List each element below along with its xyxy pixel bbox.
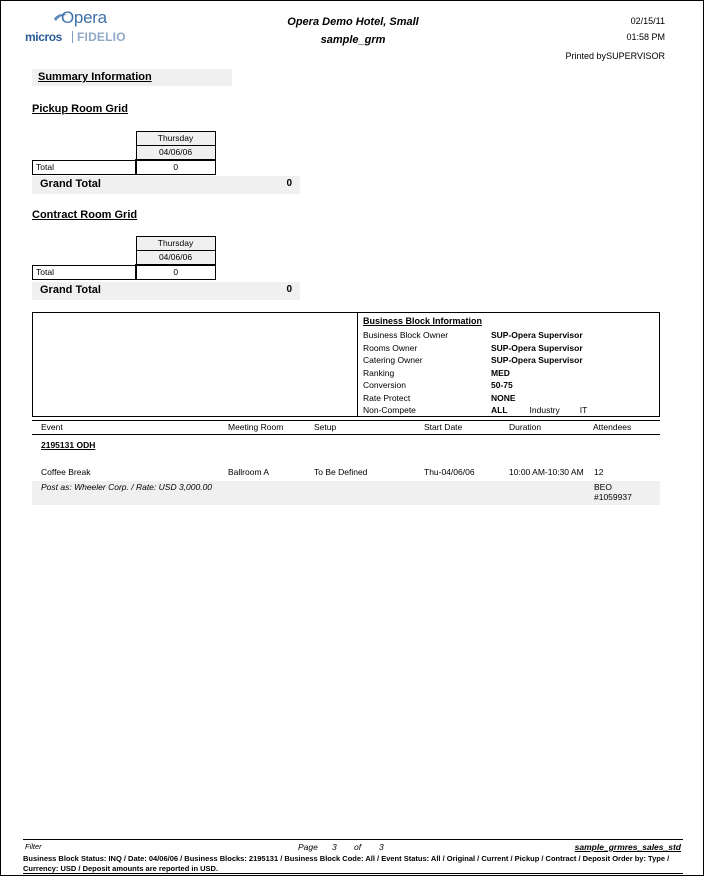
pickup-grand-total-band (32, 176, 300, 194)
event-start-date: Thu-04/06/06 (424, 467, 475, 477)
column-date-header: 04/06/06 (136, 251, 215, 266)
event-sub-row (32, 481, 660, 505)
business-block-value: SUP-Opera Supervisor (491, 342, 583, 353)
event-table-header-row (32, 420, 660, 435)
footer-filter-label: Filter (25, 842, 42, 851)
business-block-value: MED (491, 367, 510, 378)
summary-information-band (32, 69, 232, 86)
table-row (33, 237, 216, 251)
row-label-total: Total (33, 265, 137, 280)
footer-bottom-rule (23, 873, 683, 874)
table-row (33, 251, 216, 266)
grid-corner-blank (33, 251, 137, 266)
business-block-key: Rate Protect (363, 392, 411, 403)
business-block-value-extra-1: Industry (529, 405, 560, 415)
event-setup: To Be Defined (314, 467, 368, 477)
row-value-total: 0 (136, 265, 215, 280)
printed-by-user: SUPERVISOR (606, 51, 665, 61)
business-block-box (32, 312, 660, 417)
footer-report-id: sample_grmres_sales_std (574, 842, 681, 852)
business-block-divider (357, 313, 358, 416)
column-header-setup: Setup (314, 422, 337, 432)
column-header-event: Event (41, 422, 63, 432)
business-block-row (363, 392, 655, 405)
logo-fidelio-text: FIDELIO (77, 30, 126, 44)
event-name: Coffee Break (41, 467, 91, 477)
logo-micros-text: micros (25, 30, 62, 44)
column-day-header: Thursday (136, 132, 215, 146)
event-table (32, 420, 660, 505)
business-block-value: 50-75 (491, 380, 513, 390)
table-row (33, 265, 216, 280)
business-block-number: 2195131 ODH (41, 440, 96, 450)
footer-of-word: of (354, 842, 362, 852)
table-row (33, 160, 216, 175)
event-attendees: 12 (594, 467, 604, 477)
footer-top-rule (23, 839, 683, 840)
event-post-as-rate: Post as: Wheeler Corp. / Rate: USD 3,000.00 (41, 482, 213, 492)
contract-room-grid-title: Contract Room Grid (32, 209, 138, 221)
event-row (32, 467, 660, 481)
grid-corner-blank (33, 132, 137, 146)
hotel-name: Opera Demo Hotel, Small (287, 16, 419, 28)
pickup-grand-total-label: Grand Total (40, 178, 101, 190)
column-header-meeting-room: Meeting Room (228, 422, 284, 432)
business-block-details (363, 316, 655, 417)
print-date: 02/15/11 (630, 16, 665, 26)
business-block-key: Business Block Owner (363, 330, 449, 340)
business-block-value: SUP-Opera Supervisor (491, 355, 583, 365)
printed-by-label: Printed by (565, 51, 606, 61)
grid-corner-blank (33, 146, 137, 161)
contract-grand-total-value: 0 (286, 284, 292, 295)
business-block-key: Non-Compete (363, 405, 416, 415)
grid-corner-blank (33, 237, 137, 251)
business-block-value: SUP-Opera Supervisor (491, 330, 583, 340)
contract-grand-total-label: Grand Total (40, 284, 101, 296)
business-block-row (363, 342, 655, 355)
business-block-key: Catering Owner (363, 355, 423, 365)
business-block-row (363, 367, 655, 380)
event-duration: 10:00 AM-10:30 AM (509, 467, 584, 477)
column-header-duration: Duration (509, 422, 542, 432)
print-time: 01:58 PM (626, 32, 665, 42)
pickup-room-grid-table (32, 131, 216, 175)
business-block-row (363, 329, 655, 342)
summary-information-label: Summary Information (38, 71, 152, 83)
business-block-row (363, 379, 655, 392)
event-beo-number: #1059937 (594, 492, 632, 502)
column-header-attendees: Attendees (593, 422, 632, 432)
row-value-total: 0 (136, 160, 215, 175)
contract-room-grid-table (32, 236, 216, 280)
logo-opera-text: Opera (61, 8, 107, 27)
row-label-total: Total (33, 160, 137, 175)
report-name: sample_grm (320, 34, 386, 46)
table-row (33, 146, 216, 161)
footer-page-word: Page (298, 842, 318, 852)
pickup-grand-total-value: 0 (286, 178, 292, 189)
footer-filter-text: Business Block Status: INQ / Date: 04/06/06 / Business Blocks: 2195131 / Business Block Code: All / Event Status: All / Original / Current / Pickup / Contract / Deposit Order by: Type / Currency: USD / Deposit amounts are reported in USD. (23, 854, 670, 873)
contract-grand-total-band (32, 282, 300, 300)
footer-page-number: 3 (332, 842, 337, 852)
event-meeting-room: Ballroom A (228, 467, 270, 477)
business-block-value: ALL (491, 405, 508, 415)
column-day-header: Thursday (136, 237, 215, 251)
business-block-row (363, 354, 655, 367)
footer-page-total: 3 (379, 842, 384, 852)
business-block-value: NONE (491, 392, 516, 403)
business-block-value-extra-2: IT (579, 405, 588, 415)
business-block-row (363, 404, 655, 417)
business-block-heading: Business Block Information (363, 316, 483, 326)
business-block-key: Rooms Owner (363, 342, 418, 353)
column-header-start-date: Start Date (424, 422, 463, 432)
business-block-key: Conversion (363, 380, 406, 390)
table-row (33, 132, 216, 146)
pickup-room-grid-title: Pickup Room Grid (32, 103, 128, 115)
business-block-key: Ranking (363, 367, 395, 378)
event-beo-label: BEO (594, 482, 612, 492)
column-date-header: 04/06/06 (136, 146, 215, 161)
